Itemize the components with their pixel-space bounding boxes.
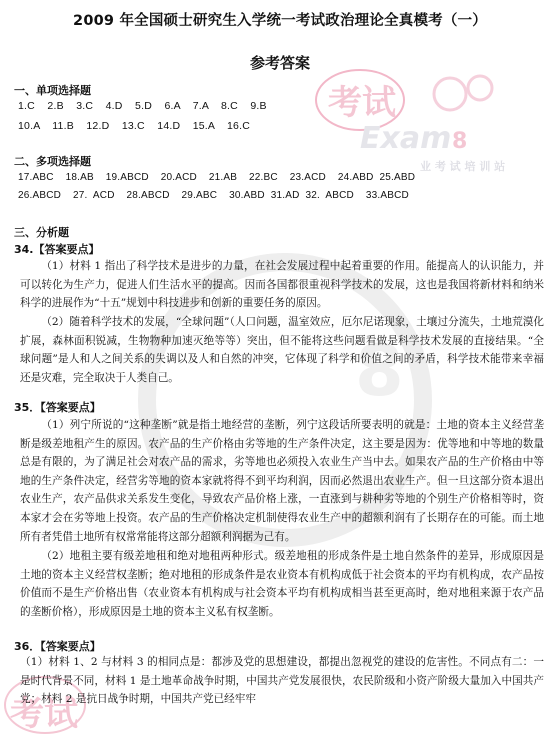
svg-text:考试: 考试 — [328, 83, 396, 123]
answer-paragraph: （1）列宁所说的“这种垄断”就是指土地经营的垄断，列宁这段话所要表明的就是：土地的资本主义经营垄断是级差地租产生的原因。农产品的生产价格由劣等地的生产条件决定，这主要是因为：优等地和中等地的数量总是有限的，为了满足社会对农产品的需求，劣等地也必须投入农业生产当中去。如果农产品的生产价格由中等地的生产条件决定，经营劣等地的资本家就将得不到平均利润，因而必然退出农业生产。但一旦这部分资本退出农业生产，农产品供求关系发生变化，导致农产品价格上涨，一直涨到与耕种劣等地的个别生产价格相等时，资本家才会在劣等地上投资。农产品的生产价格决定机制使得农业生产中的超额利润有了长期存在的可能。而土地所有者凭借土地所有权常常能将这部分超额利润据为己有。 — [20, 419, 544, 543]
answer-paragraph: （1）材料 1 指出了科学技术是进步的力量，在社会发展过程中起着重要的作用。能提高人的认识能力，并可以转化为生产力，促进人们生活水平的提高。因而各国都很重视科学技术的发展，这也是我国将新材料和纳米科学的进展作为“十五”规划中科技进步和创新的重要任务的原因。 — [20, 260, 544, 310]
section-heading-multiple-choice: 二、多项选择题 — [14, 155, 91, 168]
section-heading-analysis: 三、分析题 — [14, 226, 69, 239]
answer-row: 10.A 11.B 12.D 13.C 14.D 15.A 16.C — [18, 120, 250, 132]
svg-text:8: 8 — [452, 129, 468, 154]
answer-paragraph: （2）随着科学技术的发展，“全球问题”（人口问题，温室效应，厄尔尼诺现象，土壤过分流失，土地荒漠化扩展，森林面积锐减，生物物种加速灭绝等等）突出，但不能将这些问题看做是科学技术发展的直接结果。“全球问题”是人和人之间关系的失调以及人和自然的冲突，它体现了科学和价值之间的矛盾，科学技术能带来幸福还是灾难，完全取决于人类自己。 — [20, 316, 544, 384]
watermark-logo — [300, 58, 550, 173]
answer-row: 26.ABCD 27. ACD 28.ABCD 29.ABC 30.ABD 31.AD 32. ABCD 33.ABCD — [18, 190, 409, 201]
question-label-36: 36．【答案要点】 — [14, 640, 101, 653]
section-heading-single-choice: 一、单项选择题 — [14, 84, 91, 97]
document-title: 2009 年全国硕士研究生入学统一考试政治理论全真模考（一） — [73, 13, 487, 29]
svg-text:业 考 试 培 训 站: 业 考 试 培 训 站 — [420, 160, 506, 173]
document-subtitle: 参考答案 — [249, 54, 310, 72]
svg-text:Exam: Exam — [360, 121, 452, 156]
question-label-34: 34.【答案要点】 — [14, 243, 100, 256]
svg-text:8: 8 — [355, 330, 404, 412]
answer-row: 17.ABC 18.AB 19.ABCD 20.ACD 21.AB 22.BC 23.ACD 24.ABD 25.ABD — [18, 172, 416, 183]
answer-paragraph: （2）地租主要有级差地租和绝对地租两种形式。级差地租的形成条件是土地自然条件的差异，形成原因是土地的资本主义经营权垄断；绝对地租的形成条件是农业资本有机构成低于社会资本的平均有机构成，农产品按价值而不是生产价格出售（农业资本有机构成与社会资本平均有机构成相当甚至更高时，绝对地租来源于农产品的垄断价格），形成原因是土地的资本主义私有权垄断。 — [20, 550, 544, 618]
svg-text:考试: 考试 — [10, 694, 78, 734]
question-label-35: 35．【答案要点】 — [14, 401, 101, 414]
answer-row: 1.C 2.B 3.C 4.D 5.D 6.A 7.A 8.C 9.B — [18, 100, 267, 112]
answer-paragraph: （1）材料 1、2 与材料 3 的相同点是：都涉及党的思想建设，都提出忽视党的建设的危害性。不同点有二：一是时代背景不同，材料 1 是土地革命战争时期，中国共产党发展很快，农民阶级和小资产阶级大量加入中国共产党；材料 2 是抗日战争时期，中国共产党已经牢牢 — [20, 656, 544, 706]
